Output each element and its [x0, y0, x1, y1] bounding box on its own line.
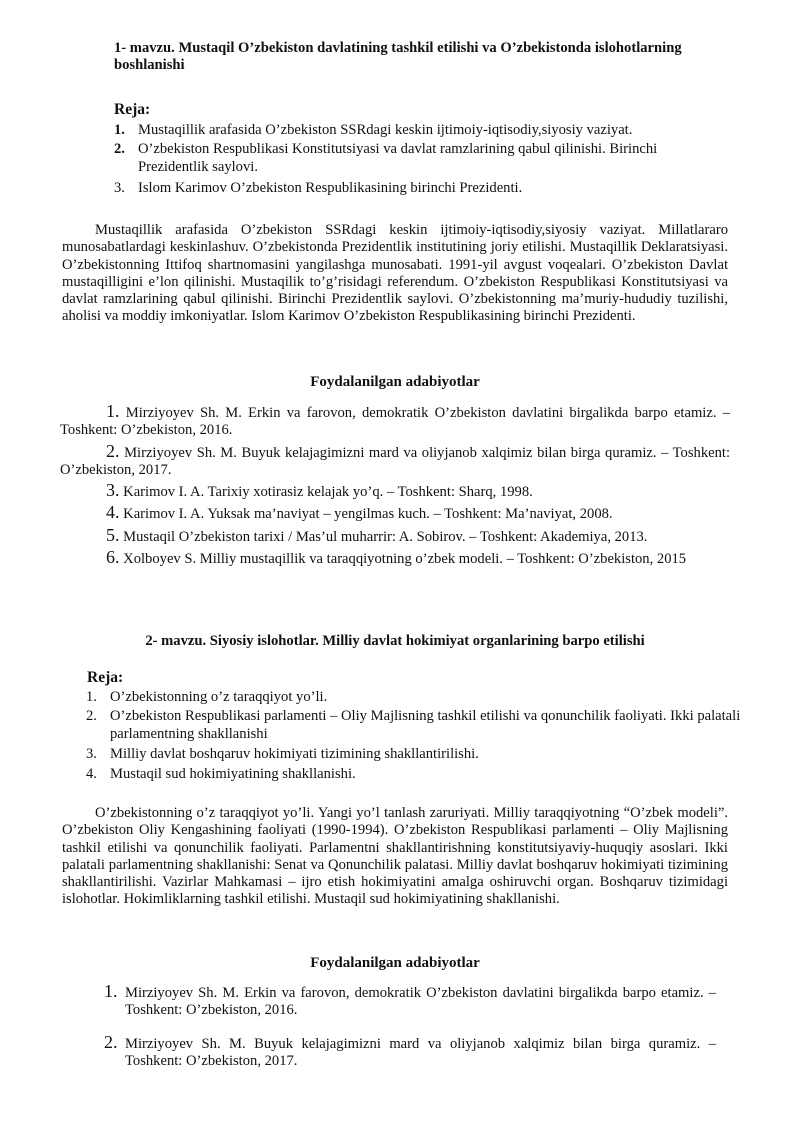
literature-item	[60, 440, 731, 480]
plan-item-text: Mustaqil sud hokimiyatining shakllanishi.	[110, 766, 356, 783]
plan-item-text: Islom Karimov O’zbekiston Respublikasining birinchi Prezidenti.	[138, 179, 523, 196]
plan-item-number: 3.	[114, 179, 125, 196]
literature-item-number: 1.	[104, 981, 118, 1001]
literature-item	[104, 1031, 716, 1071]
plan-item-number: 2.	[114, 141, 125, 158]
plan-item-number: 1.	[86, 689, 97, 705]
plan-item-text: Milliy davlat boshqaruv hokimiyati tizimining shakllantirilishi.	[110, 745, 479, 762]
plan-item	[86, 689, 756, 706]
topic1-body-paragraph: Mustaqillik arafasida O’zbekiston SSRdagi keskin ijtimoiy-iqtisodiy,siyosiy vaziyat. Millatlararo munosabatlardagi keskinlashuv. O’zbekistonda Prezidentlik institutining joriy etilishi. Mustaqillik Deklaratsiyasi. O’zbekistonning Ittifoq shartnomasini yangilashga munosabati. 1991-yil avgust voqealari. O’zbekiston Davlat mustaqilligini e’lon qilinishi. Mustaqilik to’g’risidagi referendum. O’zbekiston Respublikasi Konstitutsiyasi va davlat ramzlarining qabul qilinishi. Birinchi Prezidentlik saylovi. O’zbekistonning ma’muriy-hududiy tuzilishi, aholisi va moddiy imkoniyatlar. Islom Karimov O’zbekiston Respublikasining birinchi Prezidenti.	[62, 222, 728, 325]
literature-item	[60, 524, 730, 546]
plan-item-number: 3.	[86, 745, 97, 762]
literature-item-number: 3.	[106, 480, 120, 501]
plan-item	[114, 180, 724, 197]
plan-item-number: 1.	[114, 122, 125, 138]
literature-item-number: 1.	[106, 401, 120, 421]
literature-item-text: Mustaqil O’zbekiston tarixi / Mas’ul muharrir: A. Sobirov. – Toshkent: Akademiya, 2013.	[123, 528, 648, 545]
literature-item-text: Mirziyoyev Sh. M. Erkin va farovon, demokratik O’zbekiston davlatini birgalikda barpo etamiz. – Toshkent: O’zbekiston, 2016.	[125, 985, 716, 1019]
topic2-literature-title: Foydalanilgan adabiyotlar	[310, 955, 480, 971]
topic1-title: 1- mavzu. Mustaqil O’zbekiston davlatining tashkil etilishi va O’zbekistonda islohotlarning boshlanishi	[114, 40, 682, 74]
literature-item-text: Xolboyev S. Milliy mustaqillik va taraqqiyotning o’zbek modeli. – Toshkent: O’zbekiston, 2015	[123, 551, 687, 568]
plan-item-text: Mustaqillik arafasida O’zbekiston SSRdagi keskin ijtimoiy-iqtisodiy,siyosiy vaziyat.	[138, 122, 633, 138]
plan-item-number: 4.	[86, 766, 97, 783]
literature-item-number: 4.	[106, 502, 120, 523]
literature-item-number: 5.	[106, 524, 120, 545]
literature-item	[60, 403, 730, 440]
plan-item-text: O’zbekistonning o’z taraqqiyot yo’li.	[110, 689, 328, 705]
literature-item-number: 2.	[104, 1031, 118, 1052]
literature-item-text: Mirziyoyev Sh. M. Buyuk kelajagimizni mard va oliyjanob xalqimiz bilan birga quramiz. – Toshkent: O’zbekiston, 2017.	[60, 444, 731, 478]
literature-item	[60, 482, 730, 501]
topic2-literature-list	[104, 981, 716, 1070]
literature-item-text: Karimov I. A. Tarixiy xotirasiz kelajak yo’q. – Toshkent: Sharq, 1998.	[123, 484, 533, 501]
plan-item	[114, 141, 724, 176]
topic2-body-paragraph: O’zbekistonning o’z taraqqiyot yo’li. Yangi yo’l tanlash zaruriyati. Milliy taraqqiyotning “O’zbek modeli”. O’zbekiston Oliy Kengashining faoliyati (1990-1994). O’zbekiston Respublikasi parlamenti – Oliy Majlisning tashkil etilishi va qonunchilik faoliyati. Parlamentni shakllantirishning konstitutsiyaviy-huquqiy asoslari. Ikki palatali parlamentning shakllanishi: Senat va Qonunchilik palatasi. Milliy davlat boshqaruv hokimiyati tizimining shakllantirilishi. Vazirlar Mahkamasi – ijro etish hokimiyatini amalga oshiruvchi organ. Boshqaruv tizimidagi islohotlar. Hokimliklarning tashkil etilishi. Mustaqil sud hokimiyatining shakllanishi.	[62, 805, 728, 908]
literature-item-text: Karimov I. A. Yuksak ma’naviyat – yengilmas kuch. – Toshkent: Ma’naviyat, 2008.	[123, 506, 613, 523]
topic1-plan-title: Reja:	[114, 101, 151, 118]
literature-item-number: 6.	[106, 547, 120, 568]
topic2-title: 2- mavzu. Siyosiy islohotlar. Milliy davlat hokimiyat organlarining barpo etilishi	[145, 633, 645, 649]
plan-item-text: O’zbekiston Respublikasi parlamenti – Oliy Majlisning tashkil etilishi va qonunchilik faoliyati. Ikki palatali parlamentning shakllanishi	[110, 708, 741, 742]
topic2-plan-title: Reja:	[87, 669, 124, 686]
literature-item-number: 2.	[106, 440, 120, 461]
literature-item	[60, 549, 730, 568]
plan-item	[86, 746, 756, 763]
plan-item-text: O’zbekiston Respublikasi Konstitutsiyasi va davlat ramzlarining qabul qilinishi. Birinchi Prezidentlik saylovi.	[138, 141, 658, 175]
topic1-literature-list	[60, 403, 730, 568]
literature-item-text: Mirziyoyev Sh. M. Erkin va farovon, demokratik O’zbekiston davlatini birgalikda barpo etamiz. – Toshkent: O’zbekiston, 2016.	[60, 405, 730, 439]
literature-item	[60, 504, 730, 523]
literature-item-text: Mirziyoyev Sh. M. Buyuk kelajagimizni mard va oliyjanob xalqimiz bilan birga quramiz. – Toshkent: O’zbekiston, 2017.	[125, 1035, 716, 1069]
topic2-plan-list	[86, 689, 756, 783]
topic1-literature-title: Foydalanilgan adabiyotlar	[310, 374, 480, 390]
literature-item	[104, 981, 716, 1020]
plan-item	[86, 708, 756, 743]
plan-item	[114, 122, 724, 139]
topic1-plan-list	[114, 122, 724, 197]
plan-item	[86, 766, 756, 783]
plan-item-number: 2.	[86, 708, 97, 725]
